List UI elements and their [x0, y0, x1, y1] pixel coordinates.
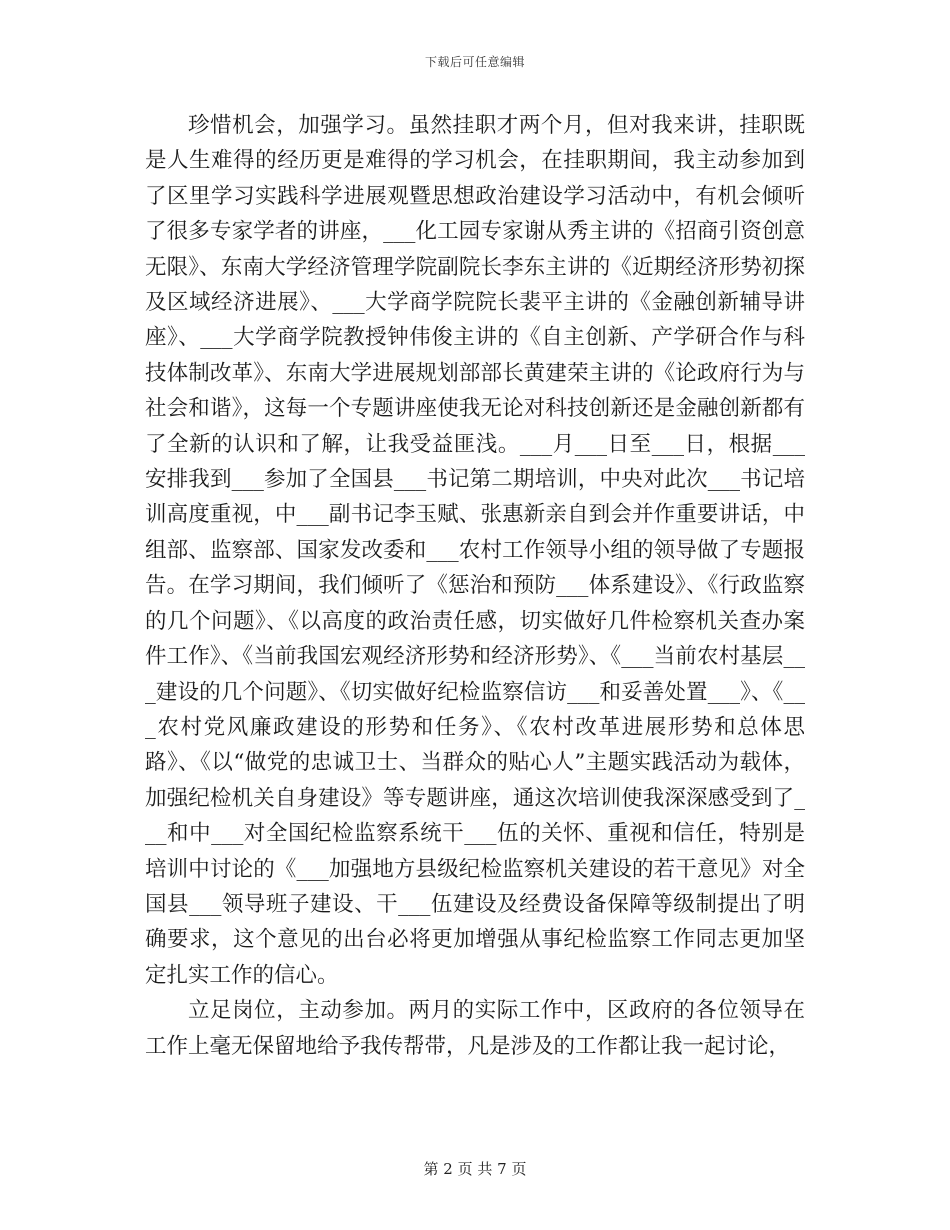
document-body [145, 108, 805, 1064]
page-number: 第 2 页 共 7 页 [423, 1160, 527, 1178]
paragraph-study: 珍惜机会，加强学习。虽然挂职才两个月，但对我来讲，挂职既是人生难得的经历更是难得的学习机会，在挂职期间，我主动参加到了区里学习实践科学进展观暨思想政治建设学习活动中，有机会倾听了很多专家学者的讲座，___化工园专家谢从秀主讲的《招商引资创意无限》、东南大学经济管理学院副院长李东主讲的《近期经济形势初探及区域经济进展》、___大学商学院院长裴平主讲的《金融创新辅导讲座》、___大学商学院教授钟伟俊主讲的《自主创新、产学研合作与科技体制改革》、东南大学进展规划部部长黄建荣主讲的《论政府行为与社会和谐》，这每一个专题讲座使我无论对科技创新还是金融创新都有了全新的认识和了解，让我受益匪浅。___月___日至___日，根据___安排我到___参加了全国县___书记第二期培训，中央对此次___书记培训高度重视，中___副书记李玉赋、张惠新亲自到会并作重要讲话，中组部、监察部、国家发改委和___农村工作领导小组的领导做了专题报告。在学习期间，我们倾听了《惩治和预防___体系建设》、《行政监察的几个问题》、《以高度的政治责任感，切实做好几件检察机关查办案件工作》、《当前我国宏观经济形势和经济形势》、《___当前农村基层___建设的几个问题》、《切实做好纪检监察信访___和妥善处置___》、《___农村党风廉政建设的形势和任务》、《农村改革进展形势和总体思路》、《以“做党的忠诚卫士、当群众的贴心人”主题实践活动为载体，加强纪检机关自身建设》等专题讲座，通这次培训使我深深感受到了___和中___对全国纪检监察系统干___伍的关怀、重视和信任，特别是培训中讨论的《___加强地方县级纪检监察机关建设的若干意见》对全国县___领导班子建设、干___伍建设及经费设备保障等级制提出了明确要求，这个意见的出台必将更加增强从事纪检监察工作同志更加坚定扎实工作的信心。 [145, 113, 805, 988]
paragraph-post: 立足岗位，主动参加。两月的实际工作中，区政府的各位领导在工作上毫无保留地给予我传帮带，凡是涉及的工作都让我一起讨论， [145, 998, 805, 1059]
page-header: 下载后可任意编辑 [424, 55, 525, 69]
